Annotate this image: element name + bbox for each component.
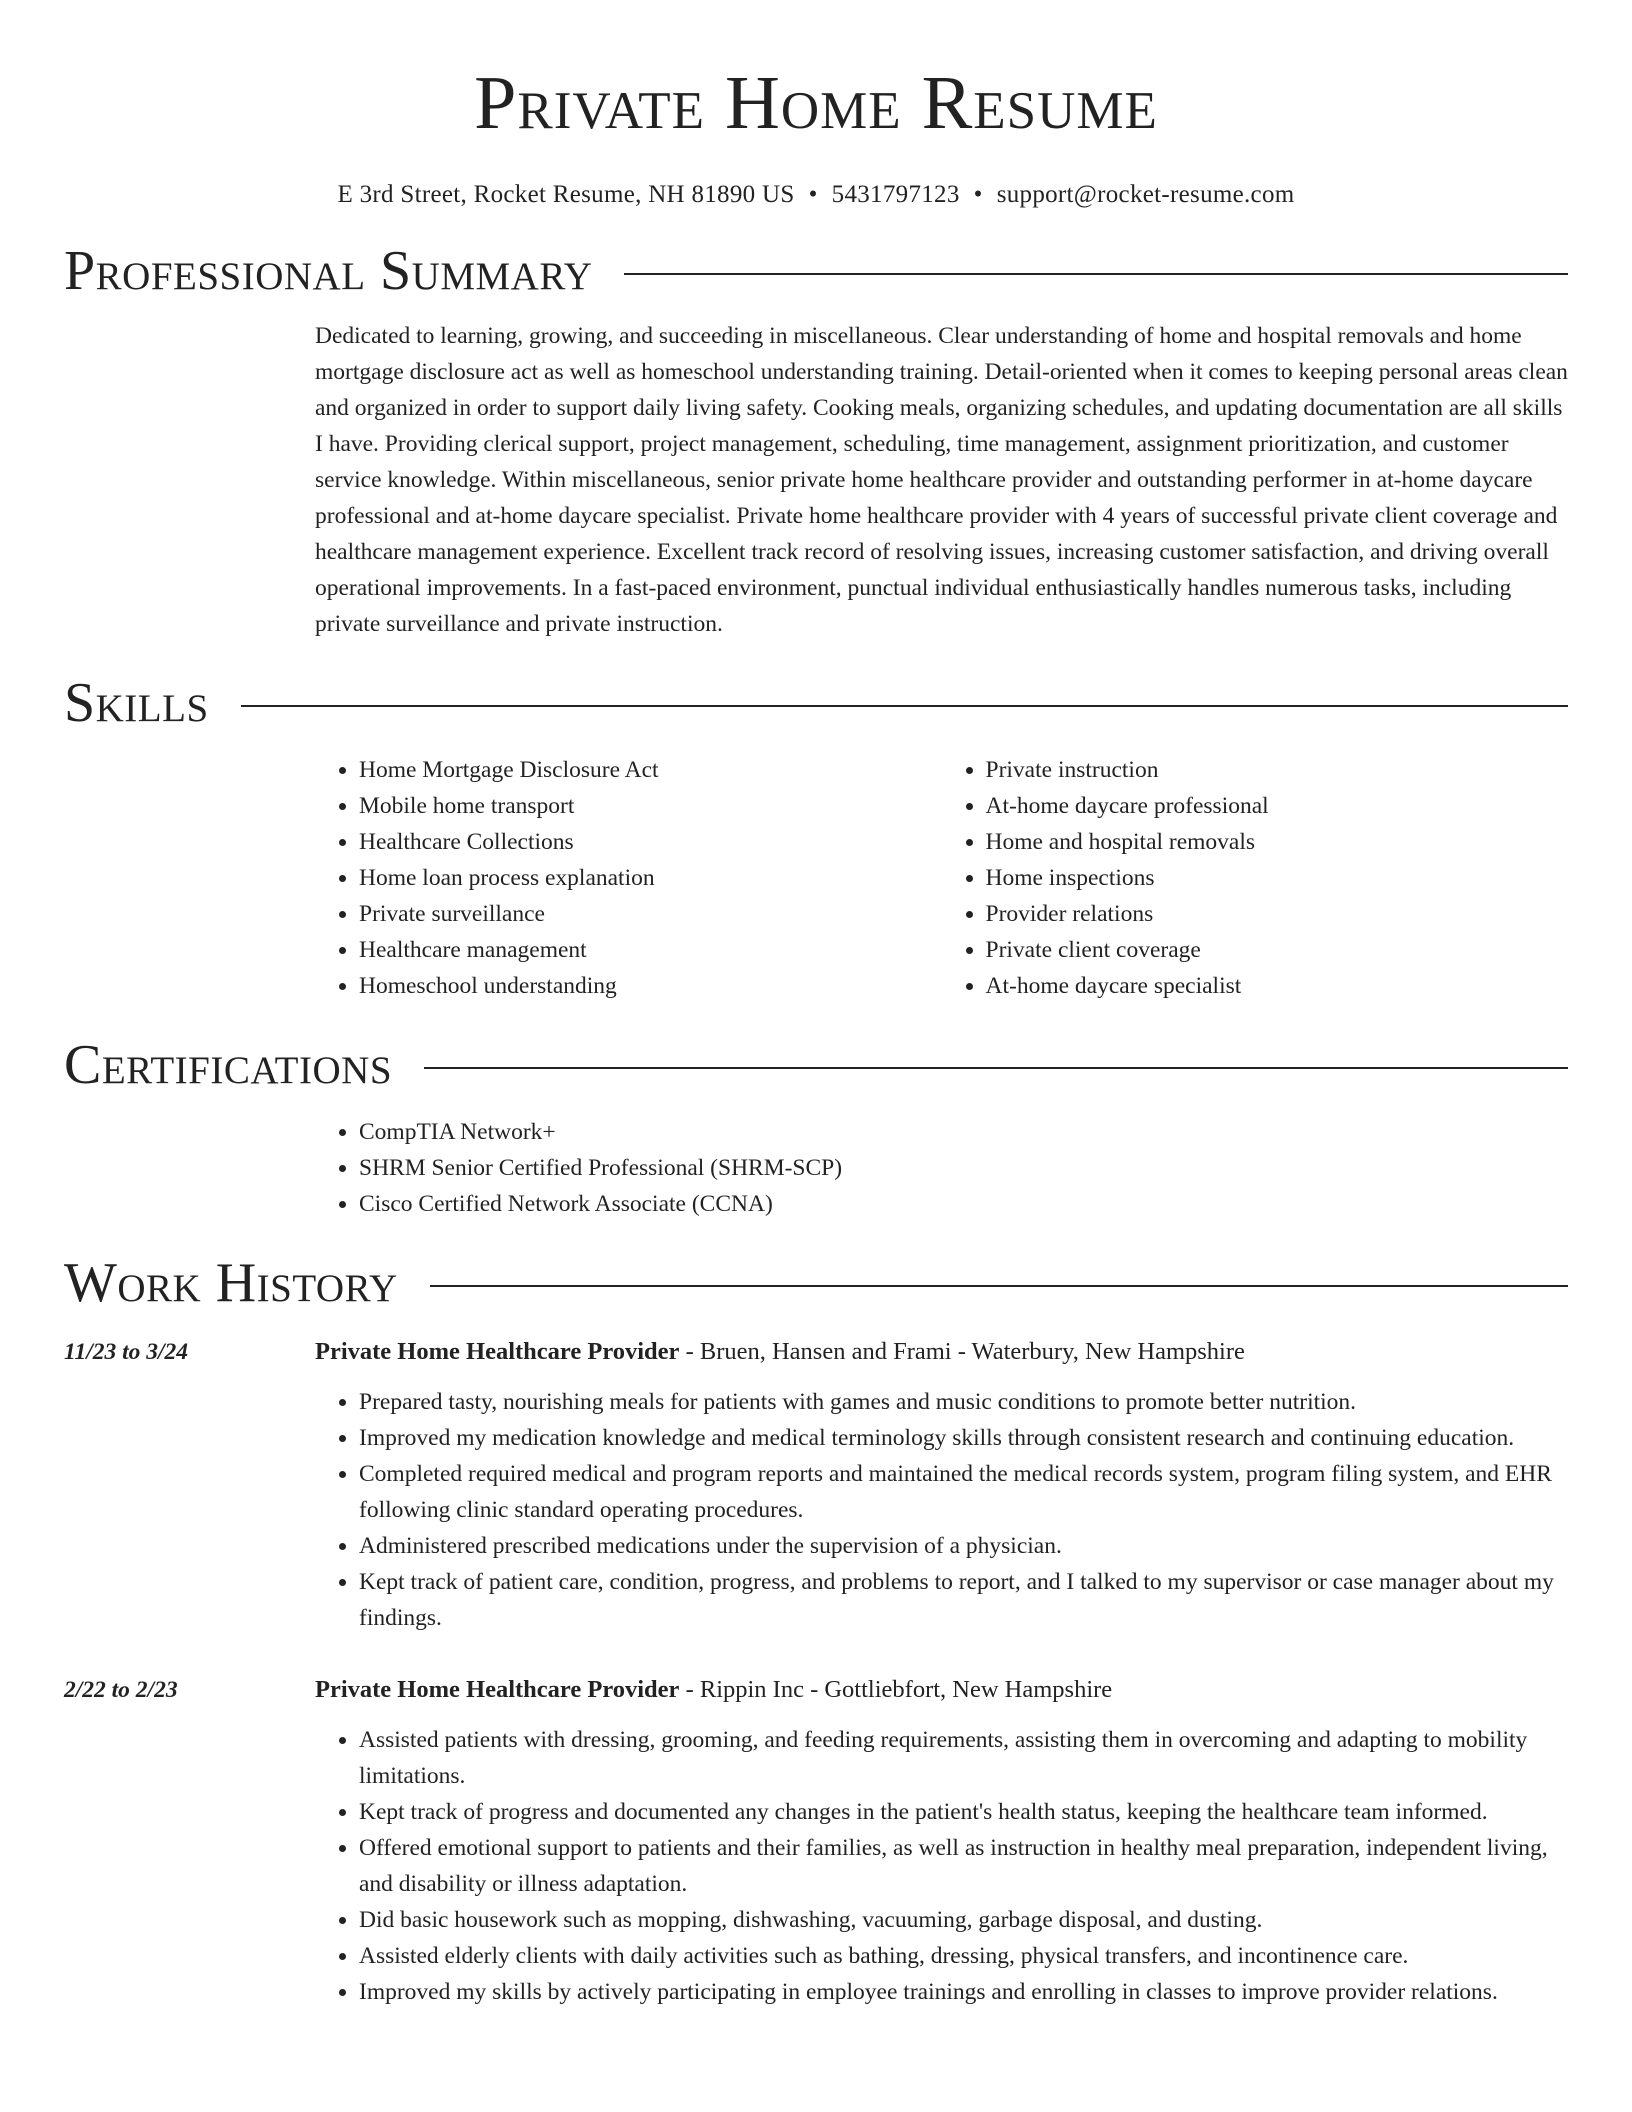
skills-list-left [315, 752, 942, 1004]
list-item: • Private client coverage [986, 932, 1569, 968]
job-bullets [315, 1384, 1568, 1636]
list-item: • Did basic housework such as mopping, dishwashing, vacuuming, garbage disposal, and dusting. [359, 1902, 1568, 1938]
list-item: • Kept track of patient care, condition, progress, and problems to report, and I talked to my supervisor or case manager about my findings. [359, 1564, 1568, 1636]
list-item: • Home Mortgage Disclosure Act [359, 752, 942, 788]
resume-name: Private Home Resume [474, 61, 1158, 145]
section-rule [241, 705, 1568, 707]
skills-columns [315, 752, 1568, 1004]
skills-section-header [64, 670, 1568, 736]
list-item: • Assisted patients with dressing, grooming, and feeding requirements, assisting them in overcoming and adapting to mobility limitations. [359, 1722, 1568, 1794]
job-role: Private Home Healthcare Provider [315, 1338, 680, 1365]
certifications-list [315, 1114, 1568, 1222]
certifications-heading: Certifications [64, 1034, 393, 1096]
contact-email: support@rocket-resume.com [996, 181, 1295, 208]
list-item: • Home and hospital removals [986, 824, 1569, 860]
list-item: • Improved my skills by actively participating in employee trainings and enrolling in classes to improve provider relations. [359, 1974, 1568, 2010]
contact-separator: • [808, 181, 818, 208]
list-item: • Offered emotional support to patients and their families, as well as instruction in healthy meal preparation, independent living, and disability or illness adaptation. [359, 1830, 1568, 1902]
contact-address: E 3rd Street, Rocket Resume, NH 81890 US [337, 181, 795, 208]
summary-text: Dedicated to learning, growing, and succeeding in miscellaneous. Clear understanding of home and hospital removals and home mortgage disclosure act as well as homeschool understanding training. Detail-oriented when it comes to keeping personal areas clean and organized in order to support daily living safety. Cooking meals, organizing schedules, and updating documentation are all skills I have. Providing clerical support, project management, scheduling, time management, assignment prioritization, and customer service knowledge. Within miscellaneous, senior private home healthcare provider and outstanding performer in at-home daycare professional and at-home daycare specialist. Private home healthcare provider with 4 years of successful private client coverage and healthcare management experience. Excellent track record of resolving issues, increasing customer satisfaction, and driving overall operational improvements. In a fast-paced environment, punctual individual enthusiastically handles numerous tasks, including private surveillance and private instruction. [315, 323, 1568, 637]
list-item: • Mobile home transport [359, 788, 942, 824]
contact-phone: 5431797123 [831, 181, 960, 208]
job-entry [64, 1334, 1568, 1636]
list-item: • Prepared tasty, nourishing meals for patients with games and music conditions to promote better nutrition. [359, 1384, 1568, 1420]
certifications-block [315, 1114, 1568, 1222]
list-item: • Assisted elderly clients with daily activities such as bathing, dressing, physical transfers, and incontinence care. [359, 1938, 1568, 1974]
certifications-section-header [64, 1032, 1568, 1098]
job-bullets [315, 1722, 1568, 2010]
list-item: • SHRM Senior Certified Professional (SHRM-SCP) [359, 1150, 1568, 1186]
section-rule [430, 1285, 1568, 1287]
job-dates: 2/22 to 2/23 [64, 1677, 178, 1703]
list-item: • Home loan process explanation [359, 860, 942, 896]
list-item: • Kept track of progress and documented any changes in the patient's health status, keeping the healthcare team informed. [359, 1794, 1568, 1830]
list-item: • Private surveillance [359, 896, 942, 932]
list-item: • CompTIA Network+ [359, 1114, 1568, 1150]
summary-section-header [64, 238, 1568, 304]
job-body [315, 1672, 1568, 2010]
work-heading: Work History [64, 1252, 398, 1314]
job-body [315, 1334, 1568, 1636]
list-item: • Healthcare Collections [359, 824, 942, 860]
section-rule [424, 1067, 1568, 1069]
skills-list-right [942, 752, 1569, 1004]
job-dates: 11/23 to 3/24 [64, 1339, 189, 1365]
list-item: • Homeschool understanding [359, 968, 942, 1004]
list-item: • Home inspections [986, 860, 1569, 896]
list-item: • Provider relations [986, 896, 1569, 932]
skills-heading: Skills [64, 672, 209, 734]
job-details: - Bruen, Hansen and Frami - Waterbury, New Hampshire [679, 1338, 1245, 1365]
job-details: - Rippin Inc - Gottliebfort, New Hampshire [679, 1676, 1113, 1703]
list-item: • At-home daycare professional [986, 788, 1569, 824]
section-rule [624, 273, 1568, 275]
job-title-line [315, 1334, 1568, 1370]
list-item: • Healthcare management [359, 932, 942, 968]
summary-heading: Professional Summary [64, 240, 593, 302]
list-item: • Improved my medication knowledge and medical terminology skills through consistent research and continuing education. [359, 1420, 1568, 1456]
job-role: Private Home Healthcare Provider [315, 1676, 680, 1703]
list-item: • Administered prescribed medications under the supervision of a physician. [359, 1528, 1568, 1564]
job-entry [64, 1672, 1568, 2010]
work-section-header [64, 1250, 1568, 1316]
contact-separator: • [973, 181, 983, 208]
contact-line [64, 180, 1568, 210]
list-item: • At-home daycare specialist [986, 968, 1569, 1004]
list-item: • Cisco Certified Network Associate (CCNA) [359, 1186, 1568, 1222]
job-title-line [315, 1672, 1568, 1708]
list-item: • Completed required medical and program reports and maintained the medical records system, program filing system, and EHR following clinic standard operating procedures. [359, 1456, 1568, 1528]
list-item: • Private instruction [986, 752, 1569, 788]
